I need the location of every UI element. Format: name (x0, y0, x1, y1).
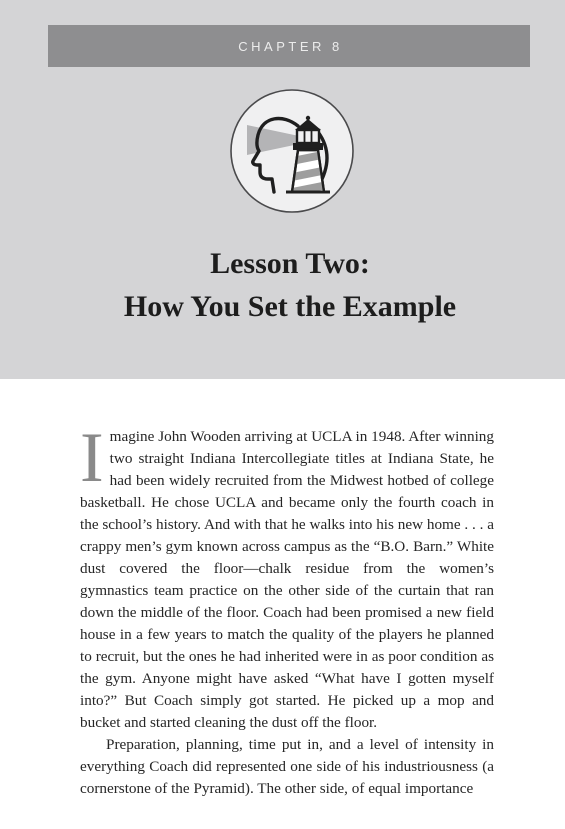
body-text (80, 419, 494, 800)
paragraph-2: Preparation, planning, time put in, and a level of intensity in everything Coach did represented one side of his industriousness (a cornerstone of the Pyramid). The other side, of equal importance (80, 736, 494, 797)
head-lighthouse-icon (227, 88, 357, 216)
drop-cap: I (80, 419, 104, 497)
title-line-1: Lesson Two: (210, 247, 370, 280)
paragraph-1 (80, 419, 494, 734)
title-line-2: How You Set the Example (123, 290, 457, 323)
chapter-label: CHAPTER 8 (238, 38, 343, 54)
chapter-bar (48, 25, 530, 67)
chapter-header (0, 0, 565, 379)
chapter-title (0, 242, 565, 328)
paragraph-1-text: magine John Wooden arriving at UCLA in 1948. After winning two straight Indiana Intercollegiate titles at Indiana State, he had been widely recruited from the Midwest hotbed of college basketball. He chose UCLA and became only the fourth coach in the school’s history. And with that he walks into his new home . . . a crappy men’s gym known across campus as the “B.O. Barn.” White dust covered the floor—chalk residue from the women’s gymnastics team practice on the other side of the curtain that ran down the middle of the floor. Coach had been promised a new field house in a few years to match the quality of the players he planned to recruit, but the ones he had inherited were in as poor condition as the gym. Anyone might have asked “What have I gotten myself into?” But Coach simply got started. He picked up a mop and bucket and started cleaning the dust off the floor. (80, 428, 494, 731)
